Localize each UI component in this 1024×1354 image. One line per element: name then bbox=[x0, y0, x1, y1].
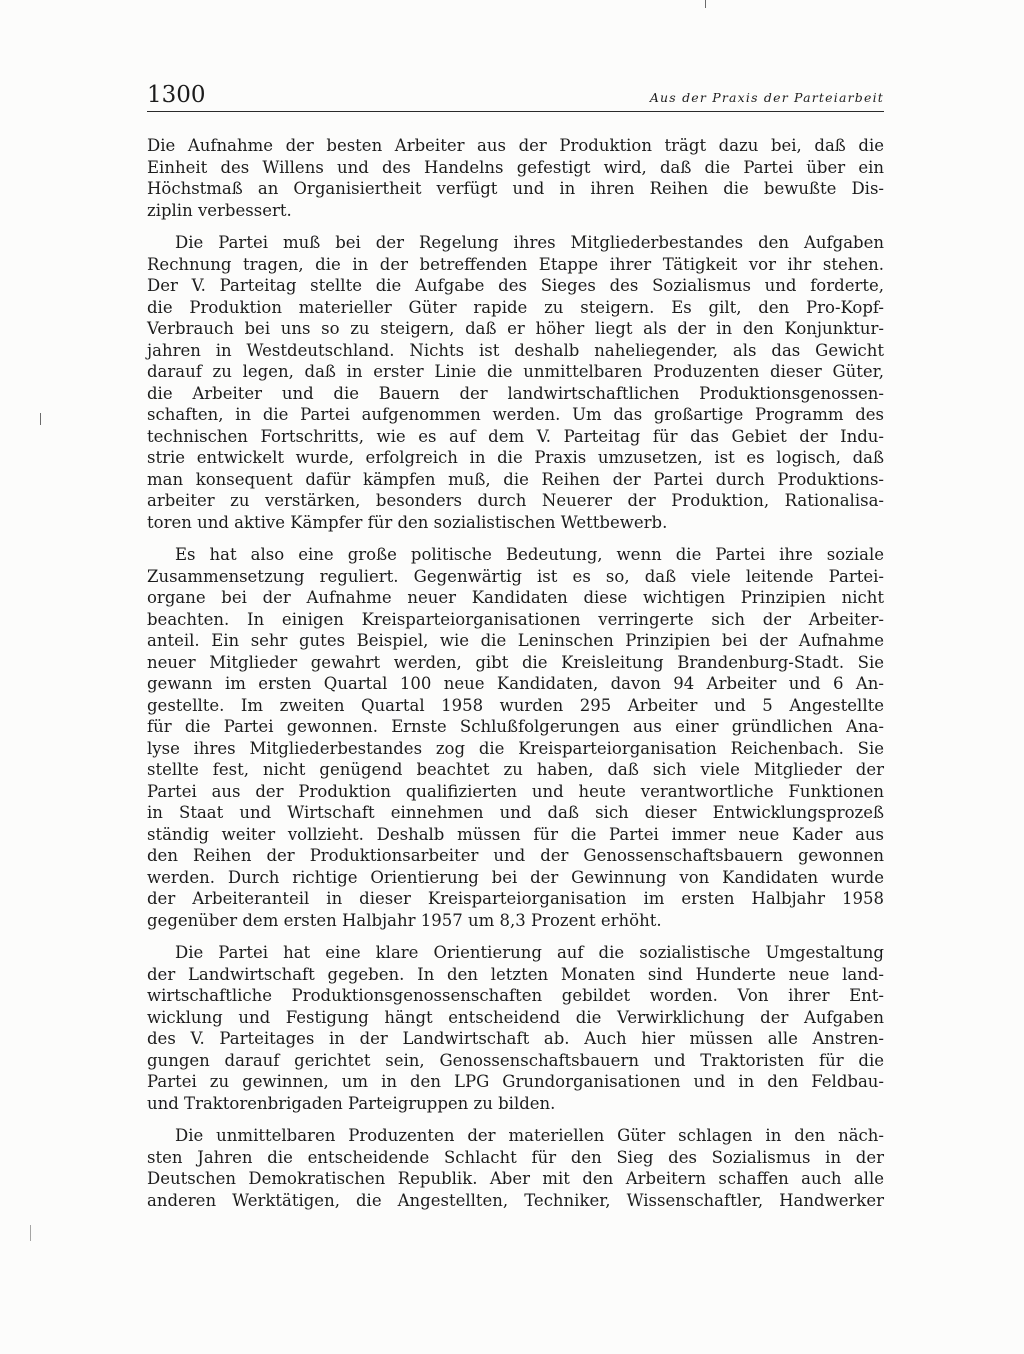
text-line: Die unmittelbaren Produzenten der materiellen Güter schlagen in den näch- bbox=[175, 1126, 884, 1145]
text-line: Deutschen Demokratischen Republik. Aber mit den Arbeitern schaffen auch alle bbox=[147, 1169, 884, 1188]
text-line: in Staat und Wirtschaft einnehmen und daß sich dieser Entwicklungsprozeß bbox=[147, 803, 884, 822]
scan-mark bbox=[40, 413, 41, 425]
text-line: des V. Parteitages in der Landwirtschaft ab. Auch hier müssen alle Anstren- bbox=[147, 1029, 884, 1048]
text-line: Verbrauch bei uns so zu steigern, daß er höher liegt als der in den Konjunktur- bbox=[147, 319, 884, 338]
text-line: Zusammensetzung reguliert. Gegenwärtig ist es so, daß viele leitende Partei- bbox=[147, 566, 884, 586]
text-line: jahren in Westdeutschland. Nichts ist deshalb naheliegender, als das Gewicht bbox=[147, 340, 884, 360]
text-line: Einheit des Willens und des Handelns gefestigt wird, daß die Partei über ein bbox=[147, 157, 884, 177]
text-line: darauf zu legen, daß in erster Linie die unmittelbaren Produzenten dieser Güter, bbox=[147, 362, 884, 381]
paragraph bbox=[147, 544, 884, 931]
text-line: Die Partei hat eine klare Orientierung auf die sozialistische Umgestaltung bbox=[175, 943, 884, 962]
text-line: ziplin verbessert. bbox=[147, 200, 292, 220]
text-line: gungen darauf gerichtet sein, Genossenschaftsbauern und Traktoristen für die bbox=[147, 1050, 884, 1070]
text-line: und Traktorenbrigaden Parteigruppen zu bilden. bbox=[147, 1093, 556, 1113]
scan-mark bbox=[705, 0, 706, 8]
text-line: die Arbeiter und die Bauern der landwirtschaftlichen Produktionsgenossen- bbox=[147, 383, 884, 403]
text-line: sten Jahren die entscheidende Schlacht für den Sieg des Sozialismus in der bbox=[147, 1147, 884, 1167]
text-line: Partei aus der Produktion qualifizierten und heute verantwortliche Funktionen bbox=[147, 781, 884, 801]
paragraph bbox=[147, 942, 884, 1114]
text-line: Höchstmaß an Organisiertheit verfügt und in ihren Reihen die bewußte Dis- bbox=[147, 179, 884, 198]
text-line: die Produktion materieller Güter rapide zu steigern. Es gilt, den Pro-Kopf- bbox=[147, 297, 884, 317]
text-line: Der V. Parteitag stellte die Aufgabe des Sieges des Sozialismus und forderte, bbox=[147, 276, 884, 295]
text-line: man konsequent dafür kämpfen muß, die Reihen der Partei durch Produktions- bbox=[147, 469, 884, 489]
text-line: wicklung und Festigung hängt entscheidend die Verwirklichung der Aufgaben bbox=[147, 1007, 884, 1027]
scan-mark bbox=[30, 1225, 31, 1241]
text-line: wirtschaftliche Produktionsgenossenschaften gebildet worden. Von ihrer Ent- bbox=[147, 986, 884, 1005]
running-head: Aus der Praxis der Parteiarbeit bbox=[649, 90, 884, 105]
text-line: werden. Durch richtige Orientierung bei der Gewinnung von Kandidaten wurde bbox=[147, 867, 884, 887]
paragraph bbox=[147, 135, 884, 221]
paragraph bbox=[147, 232, 884, 533]
paragraph bbox=[147, 1125, 884, 1211]
text-line: beachten. In einigen Kreisparteiorganisationen verringerte sich der Arbeiter- bbox=[147, 609, 884, 629]
text-line: der Landwirtschaft gegeben. In den letzten Monaten sind Hunderte neue land- bbox=[147, 964, 884, 984]
text-line: für die Partei gewonnen. Ernste Schlußfolgerungen aus einer gründlichen Ana- bbox=[147, 717, 884, 736]
text-line: Die Partei muß bei der Regelung ihres Mitgliederbestandes den Aufgaben bbox=[175, 233, 884, 252]
text-line: anteil. Ein sehr gutes Beispiel, wie die Leninschen Prinzipien bei der Aufnahme bbox=[147, 631, 884, 650]
page-number: 1300 bbox=[147, 82, 206, 108]
text-line: technischen Fortschritts, wie es auf dem V. Parteitag für das Gebiet der Indu- bbox=[147, 426, 884, 446]
text-line: gegenüber dem ersten Halbjahr 1957 um 8,3 Prozent erhöht. bbox=[147, 910, 662, 930]
text-line: toren und aktive Kämpfer für den sozialistischen Wettbewerb. bbox=[147, 512, 668, 532]
text-line: stellte fest, nicht genügend beachtet zu haben, daß sich viele Mitglieder der bbox=[147, 760, 884, 779]
text-line: lyse ihres Mitgliederbestandes zog die Kreisparteiorganisation Reichenbach. Sie bbox=[147, 738, 884, 758]
text-line: gestellte. Im zweiten Quartal 1958 wurden 295 Arbeiter und 5 Angestellte bbox=[147, 695, 884, 715]
text-line: schaften, in die Partei aufgenommen werden. Um das großartige Programm des bbox=[147, 405, 884, 424]
text-line: anderen Werktätigen, die Angestellten, Techniker, Wissenschaftler, Handwerker bbox=[147, 1190, 884, 1210]
text-line: neuer Mitglieder gewahrt werden, gibt die Kreisleitung Brandenburg-Stadt. Sie bbox=[147, 652, 884, 672]
text-line: den Reihen der Produktionsarbeiter und der Genossenschaftsbauern gewonnen bbox=[147, 846, 884, 865]
text-line: ständig weiter vollzieht. Deshalb müssen für die Partei immer neue Kader aus bbox=[147, 824, 884, 844]
text-line: organe bei der Aufnahme neuer Kandidaten diese wichtigen Prinzipien nicht bbox=[147, 588, 884, 607]
body-text bbox=[147, 135, 884, 1222]
text-line: strie entwickelt wurde, erfolgreich in die Praxis umzusetzen, ist es logisch, daß bbox=[147, 448, 884, 467]
text-line: Die Aufnahme der besten Arbeiter aus der Produktion trägt dazu bei, daß die bbox=[147, 136, 884, 155]
header-rule bbox=[147, 111, 884, 112]
text-line: Rechnung tragen, die in der betreffenden Etappe ihrer Tätigkeit vor ihr stehen. bbox=[147, 254, 884, 274]
text-line: gewann im ersten Quartal 100 neue Kandidaten, davon 94 Arbeiter und 6 An- bbox=[147, 674, 884, 693]
page-header bbox=[147, 80, 884, 112]
text-line: arbeiter zu verstärken, besonders durch Neuerer der Produktion, Rationalisa- bbox=[147, 491, 884, 510]
text-line: Partei zu gewinnen, um in den LPG Grundorganisationen und in den Feldbau- bbox=[147, 1072, 884, 1091]
text-line: der Arbeiteranteil in dieser Kreisparteiorganisation im ersten Halbjahr 1958 bbox=[147, 889, 884, 908]
text-line: Es hat also eine große politische Bedeutung, wenn die Partei ihre soziale bbox=[175, 545, 884, 564]
